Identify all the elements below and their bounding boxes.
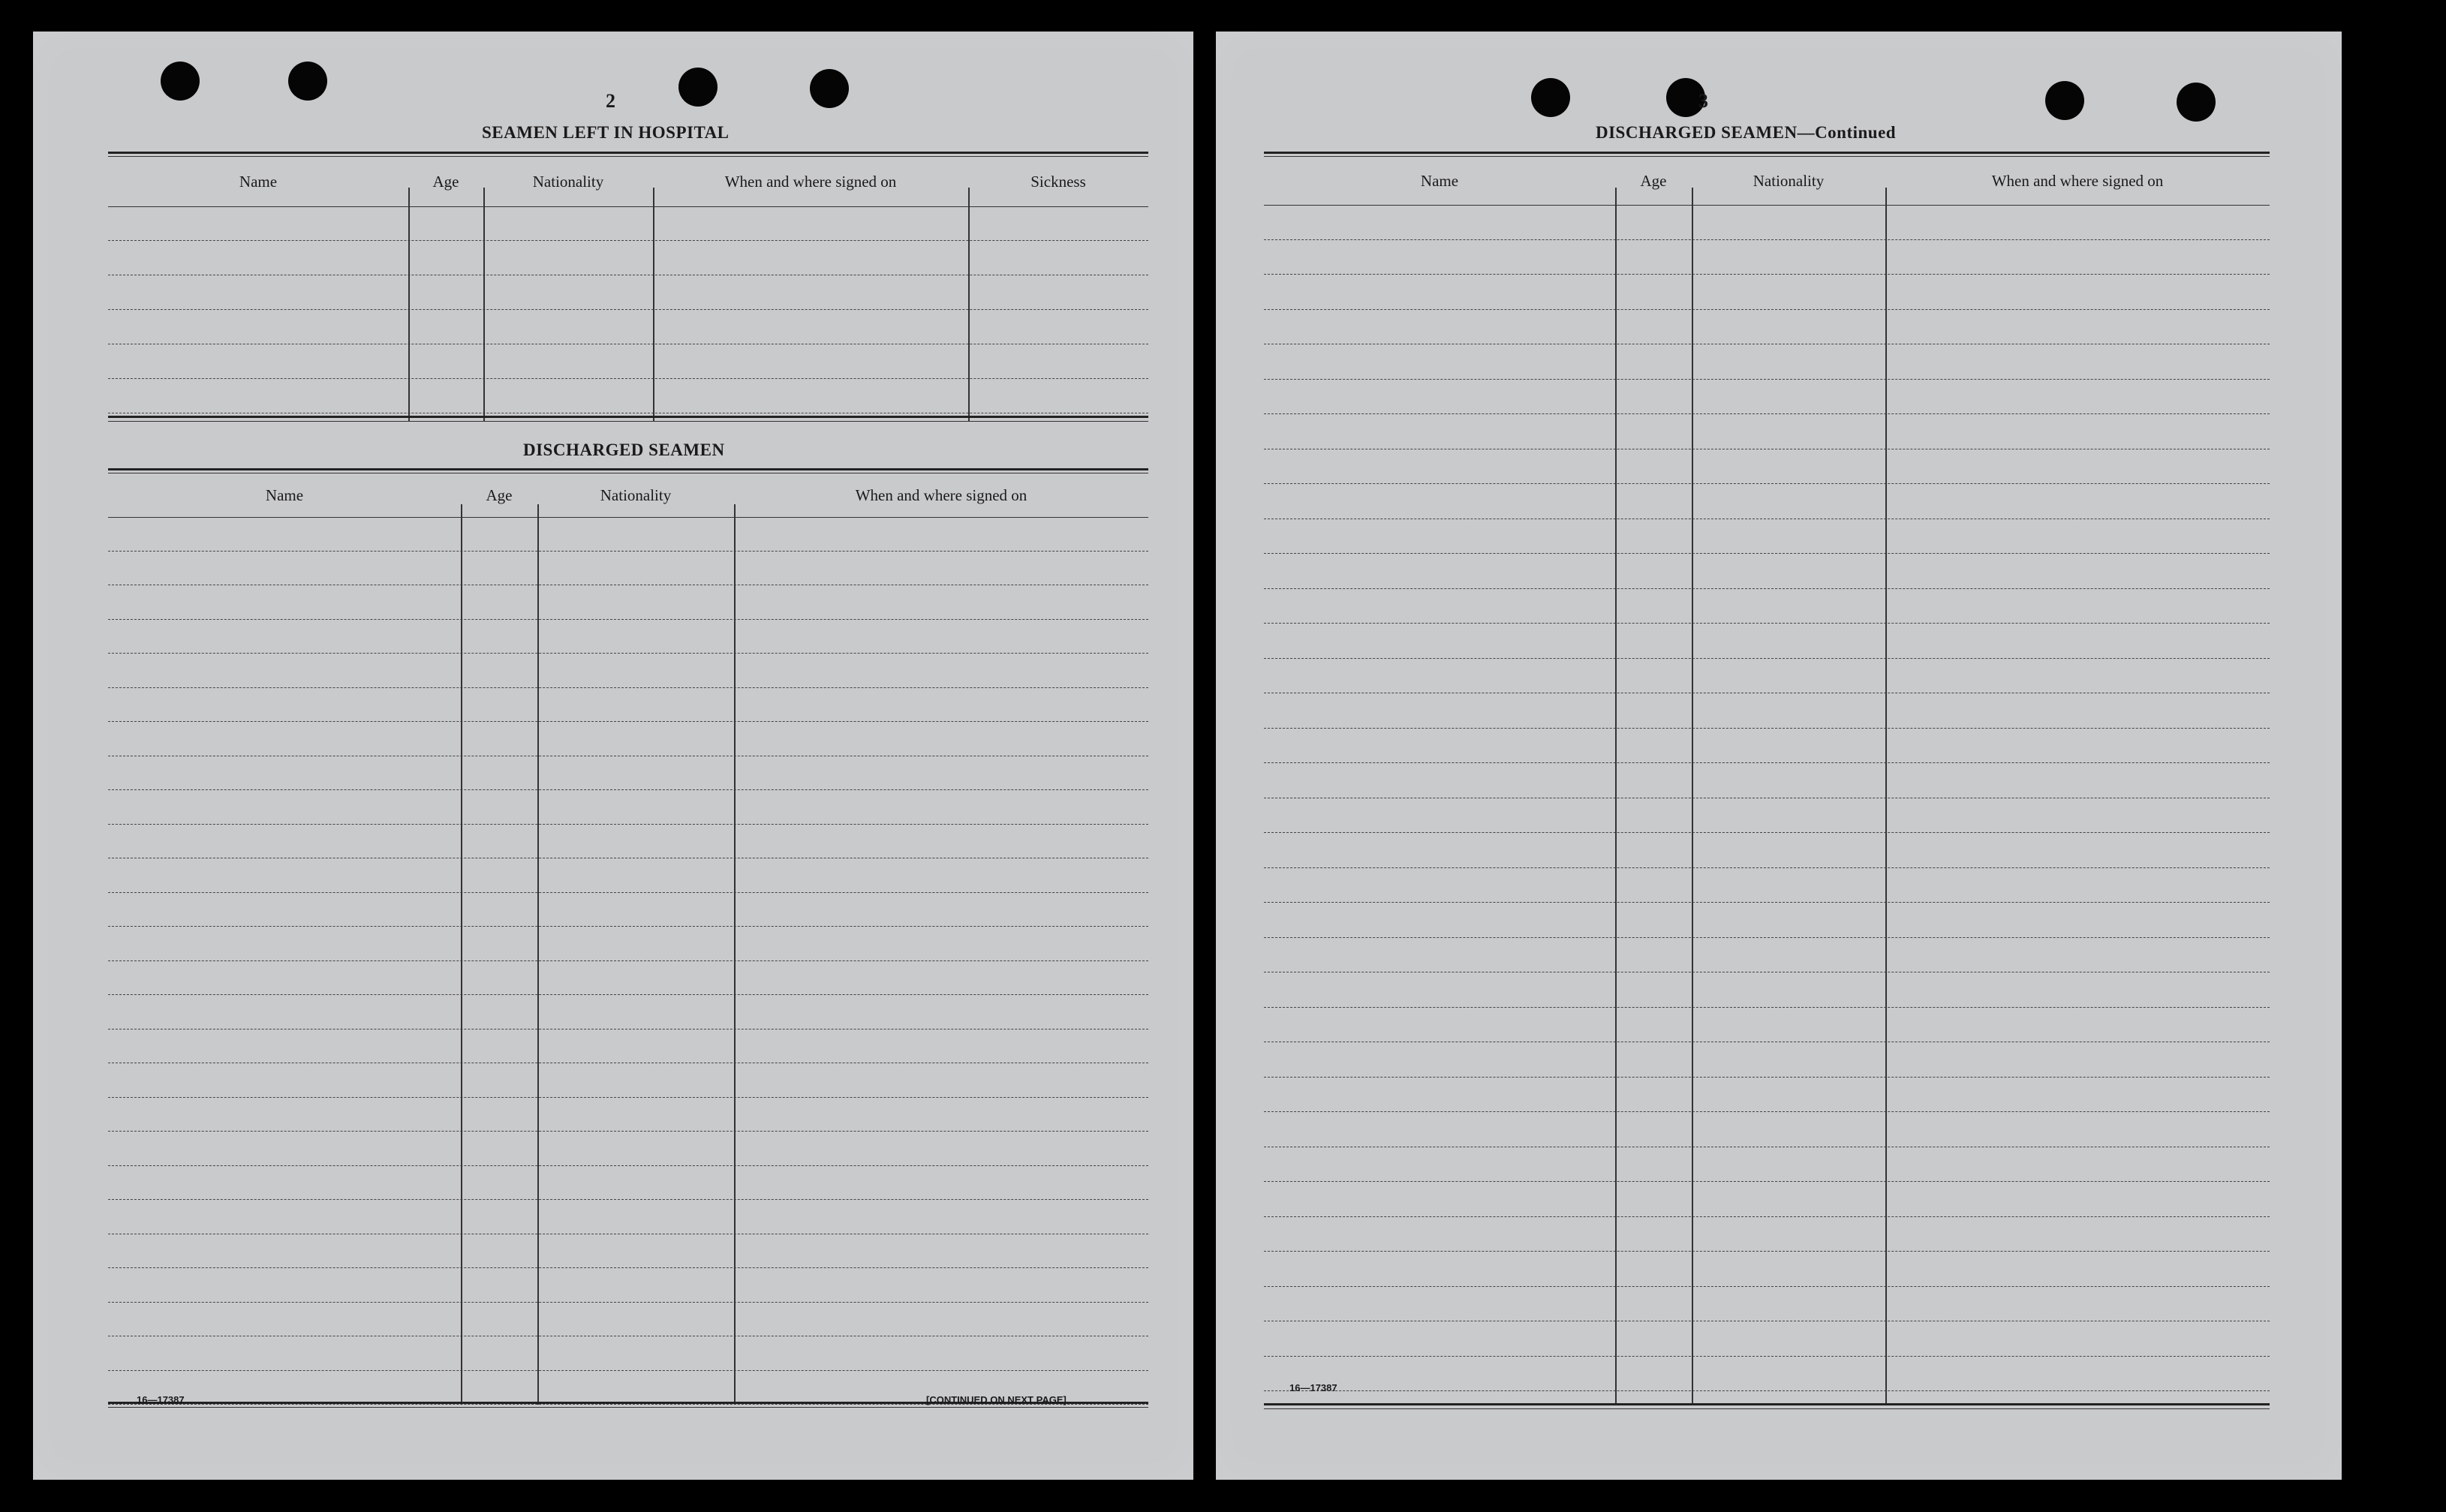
section-title-discharged: DISCHARGED SEAMEN <box>523 440 725 459</box>
table-row <box>1264 763 2270 798</box>
table-row <box>108 1030 1148 1064</box>
section-title-hospital: SEAMEN LEFT IN HOSPITAL <box>482 123 730 142</box>
column-header-signed-on: When and where signed on <box>1991 171 2164 190</box>
column-header-nationality: Nationality <box>600 485 672 504</box>
table-row <box>108 858 1148 893</box>
page-number: 2 <box>606 90 615 112</box>
table-row <box>1264 798 2270 834</box>
table-row <box>108 241 1148 275</box>
table-row <box>108 927 1148 961</box>
table-row <box>108 1336 1148 1371</box>
table-row <box>108 893 1148 927</box>
table-row <box>1264 449 2270 485</box>
table-row <box>108 517 1148 552</box>
punch-hole-icon <box>161 62 200 101</box>
table-row <box>1264 589 2270 624</box>
table-row <box>1264 903 2270 938</box>
table-row <box>108 1132 1148 1166</box>
table-row <box>1264 693 2270 729</box>
column-header-nationality: Nationality <box>532 172 604 191</box>
table-row <box>108 1063 1148 1098</box>
punch-hole-icon <box>678 68 718 107</box>
table-row <box>1264 1357 2270 1392</box>
table-row <box>108 585 1148 620</box>
table-row <box>1264 344 2270 380</box>
column-header-name: Name <box>239 172 278 191</box>
table-row <box>1264 519 2270 555</box>
table-row <box>1264 1078 2270 1113</box>
table-row <box>108 688 1148 723</box>
hospital-table <box>108 152 1148 422</box>
punch-hole-icon <box>2045 81 2084 120</box>
table-row <box>108 275 1148 310</box>
table-row <box>1264 729 2270 764</box>
left-page <box>33 32 1193 1480</box>
table-row <box>1264 1287 2270 1322</box>
table-row <box>108 1166 1148 1201</box>
continued-note: [CONTINUED ON NEXT PAGE] <box>926 1394 1067 1405</box>
section-title-discharged-continued: DISCHARGED SEAMEN—Continued <box>1596 123 1897 142</box>
table-row <box>108 1200 1148 1234</box>
column-header-age: Age <box>486 485 513 504</box>
table-row <box>1264 414 2270 449</box>
table-row <box>108 620 1148 654</box>
column-header-sickness: Sickness <box>1030 172 1086 191</box>
table-row <box>1264 310 2270 345</box>
table-row <box>1264 1147 2270 1183</box>
table-row <box>1264 624 2270 659</box>
column-header-nationality: Nationality <box>1753 171 1825 190</box>
table-row <box>1264 972 2270 1008</box>
table-row <box>108 1098 1148 1132</box>
table-row <box>108 552 1148 586</box>
table-row <box>108 1268 1148 1303</box>
table-row <box>108 1303 1148 1337</box>
punch-hole-icon <box>1531 78 1570 117</box>
table-row <box>1264 380 2270 415</box>
table-row <box>1264 1321 2270 1357</box>
table-row <box>108 995 1148 1030</box>
form-code: 16—17387 <box>1289 1382 1337 1393</box>
table-row <box>108 344 1148 379</box>
punch-hole-icon <box>810 69 849 108</box>
column-header-signed-on: When and where signed on <box>724 172 897 191</box>
table-row <box>1264 1252 2270 1287</box>
table-row <box>1264 275 2270 310</box>
table-row <box>108 1234 1148 1269</box>
column-header-age: Age <box>432 172 459 191</box>
punch-hole-icon <box>288 62 327 101</box>
column-header-name: Name <box>265 485 304 504</box>
table-row <box>1264 659 2270 694</box>
table-row <box>1264 1112 2270 1147</box>
table-row <box>108 310 1148 344</box>
table-row <box>108 379 1148 413</box>
table-row <box>1264 1217 2270 1252</box>
table-row <box>108 825 1148 859</box>
table-row <box>108 961 1148 996</box>
table-row <box>1264 938 2270 973</box>
table-row <box>1264 1042 2270 1078</box>
table-row <box>1264 484 2270 519</box>
table-row <box>1264 1008 2270 1043</box>
discharged-continued-table <box>1264 152 2270 1412</box>
table-row <box>1264 554 2270 589</box>
table-row <box>108 722 1148 756</box>
punch-hole-icon <box>2177 83 2216 122</box>
table-row <box>108 790 1148 825</box>
table-row <box>1264 240 2270 275</box>
table-row <box>108 756 1148 791</box>
discharged-table <box>108 468 1148 1421</box>
table-row <box>1264 833 2270 868</box>
form-code: 16—17387 <box>137 1394 185 1405</box>
table-row <box>1264 205 2270 240</box>
right-page <box>1216 32 2342 1480</box>
table-row <box>1264 1182 2270 1217</box>
column-header-age: Age <box>1640 171 1667 190</box>
table-row <box>1264 868 2270 903</box>
column-header-name: Name <box>1420 171 1459 190</box>
table-row <box>108 206 1148 241</box>
table-row <box>108 654 1148 688</box>
page-number: 3 <box>1698 90 1708 112</box>
column-header-signed-on: When and where signed on <box>855 485 1027 504</box>
